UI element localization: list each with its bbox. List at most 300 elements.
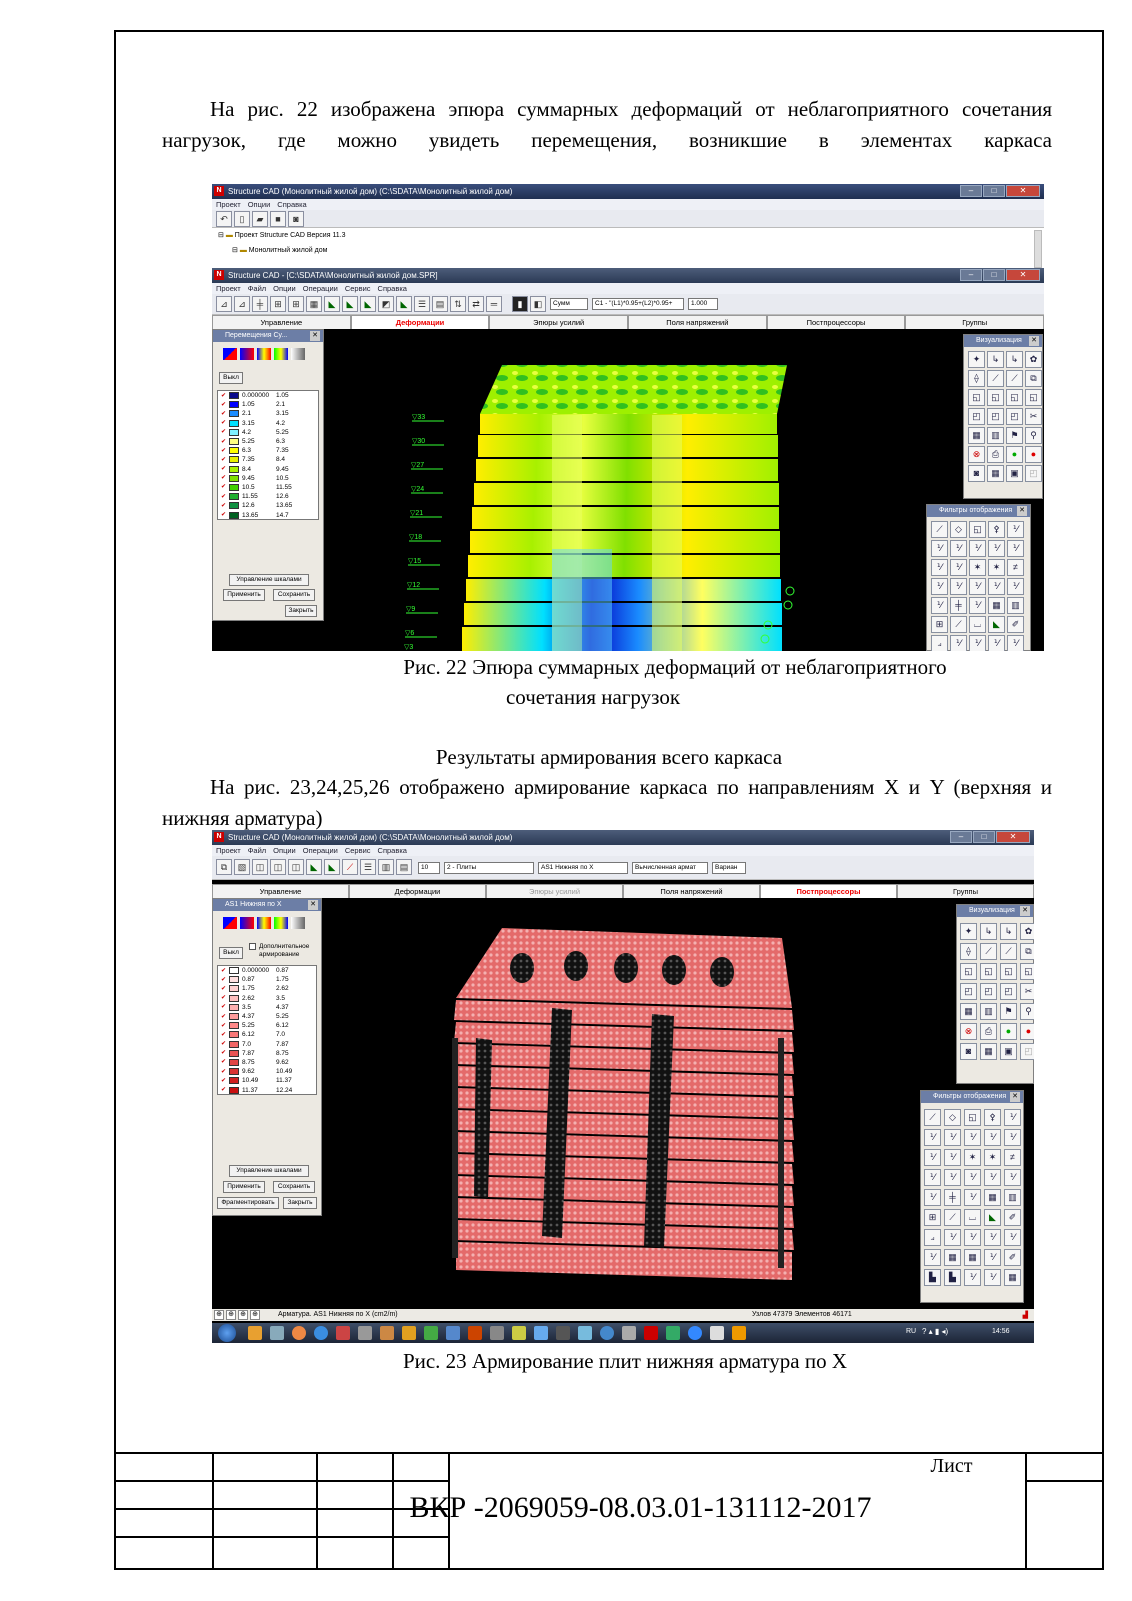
legend-row[interactable]: ✔ 0.000000 1.05 [221, 392, 289, 400]
filter-icon[interactable]: ✶ [988, 559, 1005, 576]
filter-icon[interactable]: ⅟ [964, 1189, 981, 1206]
clock[interactable]: 14:56 [992, 1328, 1010, 1335]
filter-icon[interactable]: ⅟ [931, 540, 948, 557]
filter-icon[interactable]: ▙ [944, 1269, 961, 1286]
filter-icon[interactable]: ⟋ [950, 616, 967, 633]
app-icon[interactable] [446, 1326, 460, 1340]
tree-item[interactable]: ⊟ ▬ Монолитный жилой дом [232, 247, 328, 254]
save-button[interactable]: Сохранить [273, 1181, 315, 1193]
minimize-icon[interactable]: – [960, 269, 982, 281]
minimize-icon[interactable]: – [960, 185, 982, 197]
tab-stress-fields[interactable]: Поля напряжений [628, 315, 767, 329]
tool-icon[interactable]: ✦ [960, 923, 977, 940]
menu-item[interactable]: Опции [273, 846, 296, 855]
filter-icon[interactable]: ✶ [984, 1149, 1001, 1166]
scissors-icon[interactable]: ✂ [1025, 408, 1042, 425]
tool-icon[interactable]: ▤ [432, 296, 448, 312]
scale-control-button[interactable]: Управление шкалами [229, 574, 309, 586]
filter-icon[interactable]: ⟓ [924, 1229, 941, 1246]
filter-icon[interactable]: ✶ [969, 559, 986, 576]
filter-icon[interactable]: ⟋ [931, 521, 948, 538]
tool-icon[interactable]: ☰ [360, 859, 376, 875]
cube-icon[interactable]: ◱ [960, 963, 977, 980]
tool-icon[interactable]: ⊿ [234, 296, 250, 312]
language-indicator[interactable]: RU [906, 1328, 917, 1335]
tool-icon[interactable]: ╪ [252, 296, 268, 312]
app-icon[interactable] [380, 1326, 394, 1340]
legend-row[interactable]: ✔ 5.25 6.12 [221, 1022, 289, 1030]
tool-icon[interactable]: ⟋ [1006, 370, 1023, 387]
filter-icon[interactable]: ◇ [944, 1109, 961, 1126]
red-light-icon[interactable]: ● [1020, 1023, 1034, 1040]
tab-stress-fields[interactable]: Поля напряжений [623, 884, 760, 898]
filter-icon[interactable]: ⅟ [988, 635, 1005, 651]
tool-icon[interactable]: ↳ [980, 923, 997, 940]
snap-icon[interactable]: ⊕ [214, 1310, 224, 1320]
menu-item[interactable]: Сервис [344, 284, 371, 293]
menu-item[interactable]: Проект [216, 200, 241, 209]
filter-icon[interactable]: ⅟ [964, 1129, 981, 1146]
grid-icon[interactable]: ▥ [987, 427, 1004, 444]
menu-item[interactable]: Справка [277, 200, 307, 209]
app-icon[interactable] [578, 1326, 592, 1340]
tool-icon[interactable]: ◣ [342, 296, 358, 312]
menu-item[interactable]: Сервис [344, 846, 371, 855]
tab-control[interactable]: Управление [212, 884, 349, 898]
filters-panel-title[interactable]: Фильтры отображения ✕ [921, 1091, 1023, 1103]
legend-row[interactable]: ✔ 2.62 3.5 [221, 994, 286, 1002]
filter-icon[interactable]: ▦ [988, 597, 1005, 614]
deformation-model-view[interactable] [212, 329, 1044, 651]
filter-icon[interactable]: ⅟ [924, 1149, 941, 1166]
grid-icon[interactable]: ⊞ [270, 296, 286, 312]
grid-icon[interactable]: ▥ [980, 1003, 997, 1020]
tool-icon[interactable]: ⟋ [342, 859, 358, 875]
scissors-icon[interactable]: ✂ [1020, 983, 1034, 1000]
cube-icon[interactable]: ◰ [960, 983, 977, 1000]
legend-row[interactable]: ✔ 9.62 10.49 [221, 1068, 293, 1076]
cube-icon[interactable]: ◰ [980, 983, 997, 1000]
tool-icon[interactable]: ⟠ [960, 943, 977, 960]
tab-postprocessors[interactable]: Постпроцессоры [760, 884, 897, 898]
app-icon[interactable] [688, 1326, 702, 1340]
filter-icon[interactable]: ⅟ [944, 1149, 961, 1166]
table-icon[interactable]: ▦ [980, 1043, 997, 1060]
tray-icons[interactable]: ? ▴ ▮ ◂) [922, 1327, 949, 1336]
filter-icon[interactable]: ⅟ [969, 578, 986, 595]
tool-icon[interactable]: ↳ [1000, 923, 1017, 940]
red-light-icon[interactable]: ● [1025, 446, 1042, 463]
filter-icon[interactable]: ╪ [950, 597, 967, 614]
filter-icon[interactable]: ⅟ [950, 578, 967, 595]
filter-icon[interactable]: ▦ [944, 1249, 961, 1266]
tool-icon[interactable]: ⟋ [987, 370, 1004, 387]
close-button[interactable]: Закрыть [285, 605, 317, 617]
legend-row[interactable]: ✔ 2.1 3.15 [221, 410, 289, 418]
filter-icon[interactable]: ⅟ [964, 1269, 981, 1286]
close-icon[interactable]: ✕ [1020, 906, 1030, 916]
filter-icon[interactable]: ╪ [944, 1189, 961, 1206]
flag-icon[interactable]: ⚑ [1006, 427, 1023, 444]
cube-icon[interactable]: ◱ [1020, 963, 1034, 980]
tool-icon[interactable]: ◣ [306, 859, 322, 875]
cube-icon[interactable]: ◰ [1000, 983, 1017, 1000]
filter-icon[interactable]: ⟋ [924, 1109, 941, 1126]
extra-reinforcement-checkbox[interactable]: Дополнительное армирование [249, 943, 319, 959]
filter-icon[interactable]: ⅟ [1004, 1109, 1021, 1126]
filter-icon[interactable]: ⊞ [924, 1209, 941, 1226]
print-icon[interactable]: ⎙ [987, 446, 1004, 463]
app-icon[interactable] [292, 1326, 306, 1340]
filter-icon[interactable]: ⅟ [1007, 635, 1024, 651]
window-buttons[interactable] [960, 269, 1040, 282]
legend-row[interactable]: ✔ 7.87 8.75 [221, 1049, 289, 1057]
palette-icon[interactable] [274, 917, 288, 929]
palette-icon[interactable] [291, 917, 305, 929]
menu-item[interactable]: Опции [247, 200, 271, 209]
frame-icon[interactable]: ▣ [1006, 465, 1023, 482]
tool-icon[interactable]: ☰ [414, 296, 430, 312]
filter-icon[interactable]: ⅟ [984, 1129, 1001, 1146]
close-icon[interactable]: ✕ [310, 331, 320, 341]
filter-icon[interactable]: ⅟ [1004, 1169, 1021, 1186]
save-icon[interactable]: ■ [270, 211, 286, 227]
tool-icon[interactable]: ◫ [252, 859, 268, 875]
tool-icon[interactable]: ▤ [396, 859, 412, 875]
legend-row[interactable]: ✔ 1.75 2.62 [221, 985, 289, 993]
filter-icon[interactable]: ▥ [1004, 1189, 1021, 1206]
close-icon[interactable]: ✕ [308, 900, 318, 910]
tool-icon[interactable]: ⊿ [216, 296, 232, 312]
tool-icon[interactable]: ✦ [968, 351, 985, 368]
tab-force-diagrams[interactable]: Эпюры усилий [489, 315, 628, 329]
save-button[interactable]: Сохранить [273, 589, 315, 601]
filter-icon[interactable]: ▦ [984, 1189, 1001, 1206]
legend-row[interactable]: ✔ 0.87 1.75 [221, 976, 289, 984]
app-icon[interactable] [314, 1326, 328, 1340]
menu-item[interactable]: Файл [247, 284, 267, 293]
tool-icon[interactable]: ◫ [288, 859, 304, 875]
menu-item[interactable]: Операции [302, 846, 338, 855]
cube-icon[interactable]: ◰ [1020, 1043, 1034, 1060]
legend-row[interactable]: ✔ 10.49 11.37 [221, 1077, 292, 1085]
tool-icon[interactable]: ✿ [1020, 923, 1034, 940]
window-titlebar[interactable]: N Structure CAD - [C:\SDATA\Монолитный жилой дом.SPR] – □ ✕ [212, 268, 1044, 283]
snap-icon[interactable]: ⊕ [226, 1310, 236, 1320]
legend-row[interactable]: ✔ 4.37 5.25 [221, 1013, 289, 1021]
palette-icon[interactable] [257, 348, 271, 360]
filter-icon[interactable]: ▥ [1007, 597, 1024, 614]
tool-icon[interactable]: ⧉ [216, 859, 232, 875]
cube-icon[interactable]: ◱ [980, 963, 997, 980]
filter-icon[interactable]: ▦ [1004, 1269, 1021, 1286]
screen-icon[interactable]: ◙ [960, 1043, 977, 1060]
filter-icon[interactable]: ⅟ [1004, 1229, 1021, 1246]
menu-item[interactable]: Проект [216, 846, 241, 855]
back-icon[interactable]: ↶ [216, 211, 232, 227]
window-buttons[interactable] [960, 185, 1040, 198]
scrollbar[interactable] [1034, 230, 1042, 268]
app-icon[interactable] [468, 1326, 482, 1340]
app-icon[interactable] [402, 1326, 416, 1340]
filter-icon[interactable]: ⅟ [988, 578, 1005, 595]
screen-icon[interactable]: ◙ [968, 465, 985, 482]
app-icon[interactable] [248, 1326, 262, 1340]
tool-icon[interactable]: ◣ [324, 859, 340, 875]
filter-icon[interactable]: ⅟ [988, 540, 1005, 557]
tool-icon[interactable]: ⇅ [450, 296, 466, 312]
filter-icon[interactable]: ⅟ [984, 1249, 1001, 1266]
grid-icon[interactable]: ▦ [960, 1003, 977, 1020]
combo-select[interactable]: 10 [418, 862, 440, 874]
visualization-panel-title[interactable]: Визуализация ✕ [957, 905, 1033, 917]
menu-item[interactable]: Справка [377, 284, 407, 293]
tool-icon[interactable]: ▦ [306, 296, 322, 312]
green-light-icon[interactable]: ● [1006, 446, 1023, 463]
cube-icon[interactable]: ◱ [968, 389, 985, 406]
tool-icon[interactable]: ⟋ [1000, 943, 1017, 960]
cube-icon[interactable]: ◰ [968, 408, 985, 425]
filter-icon[interactable]: ⅟ [924, 1189, 941, 1206]
combo-select[interactable]: Вариан [712, 862, 746, 874]
top-window-titlebar[interactable]: N Structure CAD (Монолитный жилой дом) (C:\SDATA\Монолитный жилой дом) – □ ✕ [212, 184, 1044, 199]
zoom-icon[interactable]: ⚲ [1020, 1003, 1034, 1020]
menu-item[interactable]: Операции [302, 284, 338, 293]
legend-row[interactable]: ✔ 6.3 7.35 [221, 447, 289, 455]
legend-panel-title[interactable]: AS1 Нижняя по X ✕ [213, 899, 321, 911]
combo-select[interactable]: AS1 Нижняя по X [538, 862, 628, 874]
print-icon[interactable]: ⎙ [980, 1023, 997, 1040]
grid-icon[interactable]: ▦ [968, 427, 985, 444]
view-icon[interactable]: ◙ [288, 211, 304, 227]
scale-control-button[interactable]: Управление шкалами [229, 1165, 309, 1177]
filter-icon[interactable]: ⅟ [931, 597, 948, 614]
close-icon[interactable]: ✕ [996, 831, 1030, 843]
tab-control[interactable]: Управление [212, 315, 351, 329]
filter-icon[interactable]: ⅟ [950, 635, 967, 651]
grid-icon[interactable]: ⊞ [288, 296, 304, 312]
filter-icon[interactable]: ⟋ [944, 1209, 961, 1226]
tab-groups[interactable]: Группы [897, 884, 1034, 898]
new-file-icon[interactable]: ▯ [234, 211, 250, 227]
filter-icon[interactable]: ⅟ [944, 1229, 961, 1246]
app-icon[interactable] [512, 1326, 526, 1340]
cube-icon[interactable]: ◱ [1025, 389, 1042, 406]
maximize-icon[interactable]: □ [983, 185, 1005, 197]
filter-icon[interactable]: ⚴ [988, 521, 1005, 538]
close-icon[interactable]: ✕ [1006, 185, 1040, 197]
filter-icon[interactable]: ⟓ [931, 635, 948, 651]
legend-row[interactable]: ✔ 7.35 8.4 [221, 456, 286, 464]
filter-icon[interactable]: ⅟ [931, 559, 948, 576]
filter-icon[interactable]: ⅟ [964, 1229, 981, 1246]
filter-icon[interactable]: ≠ [1007, 559, 1024, 576]
tool-icon[interactable]: ◧ [530, 296, 546, 312]
tool-icon[interactable]: ↳ [987, 351, 1004, 368]
cube-icon[interactable]: ◰ [1025, 465, 1042, 482]
close-icon[interactable]: ✕ [1029, 336, 1039, 346]
frame-icon[interactable]: ▣ [1000, 1043, 1017, 1060]
app-icon[interactable] [556, 1326, 570, 1340]
filter-icon[interactable]: ⅟ [944, 1129, 961, 1146]
filter-icon[interactable]: ⅟ [1007, 578, 1024, 595]
snap-icon[interactable]: ⊕ [250, 1310, 260, 1320]
palette-icon[interactable] [291, 348, 305, 360]
stop-icon[interactable]: ⊗ [968, 446, 985, 463]
cube-icon[interactable]: ◰ [1006, 408, 1023, 425]
filter-icon[interactable]: ⅟ [950, 540, 967, 557]
combo-select[interactable]: 1.000 [688, 298, 718, 310]
legend-row[interactable]: ✔ 3.5 4.37 [221, 1003, 289, 1011]
filter-icon[interactable]: ▙ [924, 1269, 941, 1286]
tool-icon[interactable]: ↳ [1006, 351, 1023, 368]
filter-icon[interactable]: ⅟ [969, 597, 986, 614]
stop-icon[interactable]: ⊗ [960, 1023, 977, 1040]
palette-icon[interactable] [240, 917, 254, 929]
legend-row[interactable]: ✔ 11.37 12.24 [221, 1086, 293, 1094]
filter-icon[interactable]: ⅟ [924, 1129, 941, 1146]
filter-icon[interactable]: ≠ [1004, 1149, 1021, 1166]
filter-icon[interactable]: ⅟ [931, 578, 948, 595]
tab-postprocessors[interactable]: Постпроцессоры [767, 315, 906, 329]
filter-icon[interactable]: ⚴ [984, 1109, 1001, 1126]
legend-row[interactable]: ✔ 1.05 2.1 [221, 401, 286, 409]
filter-icon[interactable]: ⅟ [969, 540, 986, 557]
filter-icon[interactable]: ⅟ [1007, 521, 1024, 538]
snap-icon[interactable]: ⊕ [238, 1310, 248, 1320]
legend-panel-title[interactable]: Перемещения Су... ✕ [213, 330, 323, 342]
palette-icon[interactable] [223, 917, 237, 929]
app-icon[interactable] [622, 1326, 636, 1340]
legend-row[interactable]: ✔ 13.65 14.7 [221, 511, 289, 519]
tool-icon[interactable]: ✿ [1025, 351, 1042, 368]
tool-icon[interactable]: ◣ [324, 296, 340, 312]
legend-row[interactable]: ✔ 11.55 12.6 [221, 493, 289, 501]
app-icon[interactable] [600, 1326, 614, 1340]
combo-select[interactable]: Сумм [550, 298, 588, 310]
legend-row[interactable]: ✔ 5.25 6.3 [221, 438, 286, 446]
open-folder-icon[interactable]: ▰ [252, 211, 268, 227]
app-icon[interactable] [336, 1326, 350, 1340]
legend-row[interactable]: ✔ 7.0 7.87 [221, 1040, 289, 1048]
legend-row[interactable]: ✔ 3.15 4.2 [221, 419, 286, 427]
app-icon[interactable] [666, 1326, 680, 1340]
filter-icon[interactable]: ✶ [964, 1149, 981, 1166]
tab-groups[interactable]: Группы [905, 315, 1044, 329]
filters-panel-title[interactable]: Фильтры отображения ✕ [927, 505, 1030, 517]
tool-icon[interactable]: ◩ [378, 296, 394, 312]
filter-icon[interactable]: ◱ [969, 521, 986, 538]
start-button-icon[interactable] [218, 1324, 236, 1342]
app-icon[interactable] [534, 1326, 548, 1340]
app-icon[interactable] [270, 1326, 284, 1340]
menu-item[interactable]: Опции [273, 284, 296, 293]
green-light-icon[interactable]: ● [1000, 1023, 1017, 1040]
tool-icon[interactable]: ⇄ [468, 296, 484, 312]
filter-icon[interactable]: ⌴ [969, 616, 986, 633]
combo-select[interactable]: Вычисленная армат [632, 862, 708, 874]
maximize-icon[interactable]: □ [983, 269, 1005, 281]
filter-icon[interactable]: ⊞ [931, 616, 948, 633]
filter-icon[interactable]: ◱ [964, 1109, 981, 1126]
combo-select[interactable]: 2 - Плиты [444, 862, 534, 874]
cube-icon[interactable]: ◱ [1006, 389, 1023, 406]
tree-item[interactable]: ⊟ ▬ Проект Structure CAD Версия 11.3 [218, 232, 346, 239]
app-icon[interactable] [358, 1326, 372, 1340]
filter-icon[interactable]: ⅟ [969, 635, 986, 651]
combo-select[interactable]: C1 - "(L1)*0.95+(L2)*0.95+ [592, 298, 684, 310]
tab-deformations[interactable]: Деформации [351, 315, 490, 329]
cube-icon[interactable]: ◱ [1000, 963, 1017, 980]
filter-icon[interactable]: ✐ [1004, 1209, 1021, 1226]
palette-icon[interactable] [257, 917, 271, 929]
reinforcement-model-view[interactable] [212, 898, 1034, 1308]
off-button[interactable]: Выкл [219, 947, 243, 959]
checkbox-box[interactable] [249, 943, 256, 950]
tool-icon[interactable]: ▧ [234, 859, 250, 875]
filter-icon[interactable]: ⅟ [984, 1269, 1001, 1286]
tool-icon[interactable]: ◣ [396, 296, 412, 312]
legend-row[interactable]: ✔ 4.2 5.25 [221, 428, 289, 436]
app-icon[interactable] [644, 1326, 658, 1340]
tool-icon[interactable]: ⟠ [968, 370, 985, 387]
cube-icon[interactable]: ◱ [987, 389, 1004, 406]
filter-icon[interactable]: ▦ [964, 1249, 981, 1266]
filter-icon[interactable]: ⅟ [984, 1229, 1001, 1246]
filter-icon[interactable]: ◇ [950, 521, 967, 538]
tool-icon[interactable]: ⧉ [1025, 370, 1042, 387]
filter-icon[interactable]: ⅟ [924, 1169, 941, 1186]
tool-icon[interactable]: ⧉ [1020, 943, 1034, 960]
filter-icon[interactable]: ⅟ [964, 1169, 981, 1186]
app-icon[interactable] [732, 1326, 746, 1340]
apply-button[interactable]: Применить [223, 589, 265, 601]
tool-icon[interactable]: ▮ [512, 296, 528, 312]
legend-row[interactable]: ✔ 8.4 9.45 [221, 465, 289, 473]
zoom-icon[interactable]: ⚲ [1025, 427, 1042, 444]
filter-icon[interactable]: ⅟ [924, 1249, 941, 1266]
palette-icon[interactable] [240, 348, 254, 360]
visualization-panel-title[interactable]: Визуализация ✕ [964, 335, 1042, 347]
fragment-button[interactable]: Фрагментировать [217, 1197, 279, 1209]
app-icon[interactable] [424, 1326, 438, 1340]
close-icon[interactable]: ✕ [1006, 269, 1040, 281]
tool-icon[interactable]: ◣ [360, 296, 376, 312]
apply-button[interactable]: Применить [223, 1181, 265, 1193]
app-icon[interactable] [710, 1326, 724, 1340]
filter-icon[interactable]: ⅟ [1007, 540, 1024, 557]
filter-icon[interactable]: ⅟ [950, 559, 967, 576]
filter-icon[interactable]: ◣ [988, 616, 1005, 633]
window-titlebar[interactable]: N Structure CAD (Монолитный жилой дом) (C:\SDATA\Монолитный жилой дом) – □ ✕ [212, 830, 1034, 845]
window-buttons[interactable] [950, 831, 1030, 844]
tool-icon[interactable]: ═ [486, 296, 502, 312]
maximize-icon[interactable]: □ [973, 831, 995, 843]
legend-row[interactable]: ✔ 10.5 11.55 [221, 483, 292, 491]
app-icon[interactable] [490, 1326, 504, 1340]
menu-item[interactable]: Справка [377, 846, 407, 855]
filter-icon[interactable]: ⅟ [1004, 1129, 1021, 1146]
filter-icon[interactable]: ✐ [1007, 616, 1024, 633]
close-icon[interactable]: ✕ [1010, 1092, 1020, 1102]
legend-row[interactable]: ✔ 0.000000 0.87 [221, 967, 289, 975]
legend-row[interactable]: ✔ 12.6 13.65 [221, 502, 293, 510]
tool-icon[interactable]: ⟋ [980, 943, 997, 960]
filter-icon[interactable]: ⅟ [984, 1169, 1001, 1186]
palette-icon[interactable] [223, 348, 237, 360]
tab-deformations[interactable]: Деформации [349, 884, 486, 898]
menu-item[interactable]: Файл [247, 846, 267, 855]
